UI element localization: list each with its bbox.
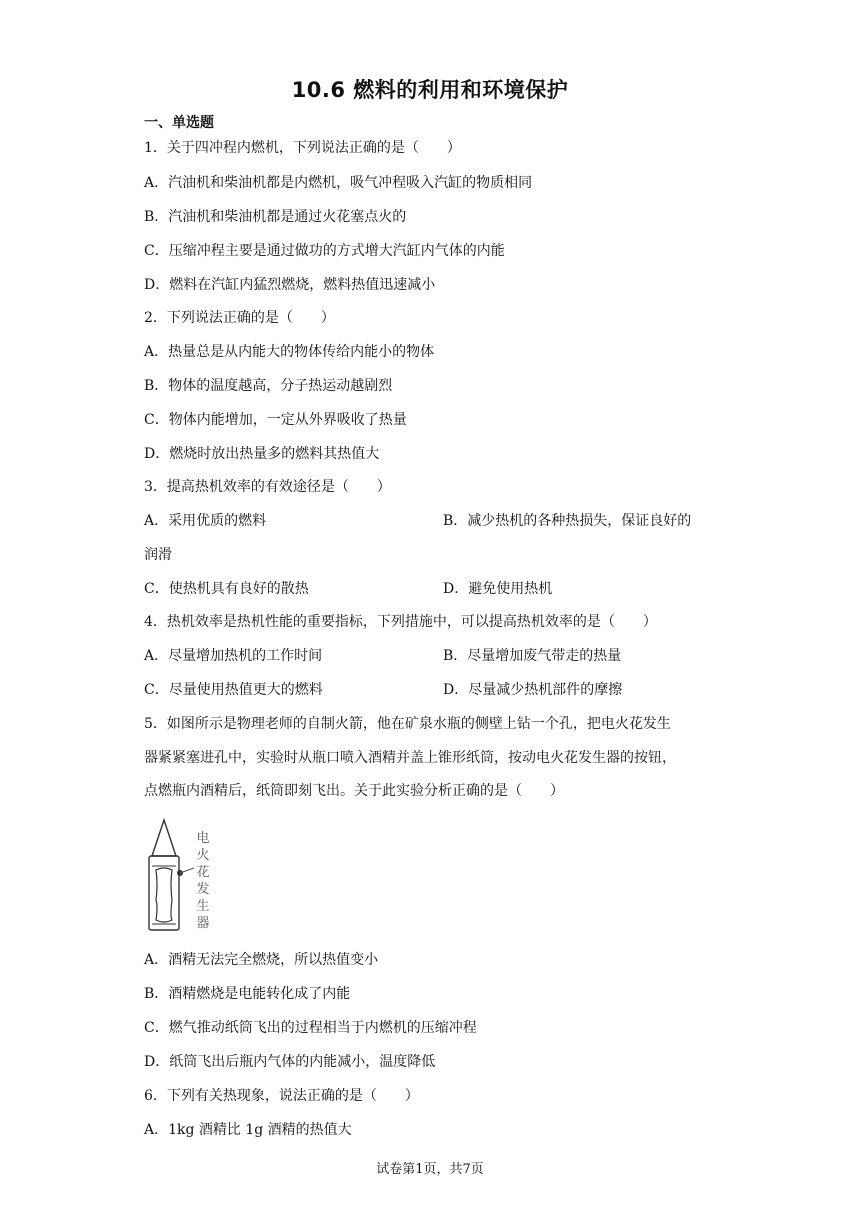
q2-option-b: B．物体的温度越高，分子热运动越剧烈 [144,378,393,394]
bottle-body [149,856,179,930]
q5-option-b: B．酒精燃烧是电能转化成了内能 [144,986,351,1002]
q3-option-b: B．减少热机的各种热损失，保证良好的 [443,513,692,529]
paper-cone [152,820,176,856]
q2-option-a: A．热量总是从内能大的物体传给内能小的物体 [144,344,435,360]
q5-stem-line-2: 器紧紧塞进孔中，实验时从瓶口喷入酒精并盖上锥形纸筒，按动电火花发生器的按钮， [144,750,676,766]
q2-option-d: D．燃烧时放出热量多的燃料其热值大 [144,446,380,462]
figure-label-char: 花 [196,865,210,880]
q1-option-b: B．汽油机和柴油机都是通过火花塞点火的 [144,209,407,225]
q1-stem: 1．关于四冲程内燃机，下列说法正确的是（ ） [144,140,461,156]
q1-option-c: C．压缩冲程主要是通过做功的方式增大汽缸内气体的内能 [144,243,505,259]
q6-stem: 6．下列有关热现象，说法正确的是（ ） [144,1088,419,1104]
q6-option-a: A．1kg 酒精比 1g 酒精的热值大 [144,1122,352,1138]
q5-stem-line-3: 点燃瓶内酒精后，纸筒即刻飞出。关于此实验分析正确的是（ ） [144,783,564,799]
q5-option-d: D．纸筒飞出后瓶内气体的内能减小，温度降低 [144,1054,436,1070]
q5-stem-line-1: 5．如图所示是物理老师的自制火箭，他在矿泉水瓶的侧壁上钻一个孔，把电火花发生 [144,716,671,732]
q4-option-a: A．尽量增加热机的工作时间 [144,648,323,664]
q2-stem: 2．下列说法正确的是（ ） [144,310,335,326]
figure-label [194,830,212,932]
page-title: 10.6 燃料的利用和环境保护 [291,78,569,102]
q5-option-c: C．燃气推动纸筒飞出的过程相当于内燃机的压缩冲程 [144,1020,477,1036]
q3-option-b-continued: 润滑 [144,547,172,563]
igniter-lead [180,868,194,873]
q4-option-c: C．尽量使用热值更大的燃料 [144,682,323,698]
q5-option-a: A．酒精无法完全燃烧，所以热值变小 [144,952,379,968]
q3-stem: 3．提高热机效率的有效途径是（ ） [144,479,391,495]
q3-option-d: D．避免使用热机 [443,581,553,597]
q4-option-d: D．尽量减少热机部件的摩擦 [443,682,623,698]
q4-stem: 4．热机效率是热机性能的重要指标，下列措施中，可以提高热机效率的是（ ） [144,614,657,630]
section-heading: 一、单选题 [144,115,214,131]
q3-option-a: A．采用优质的燃料 [144,513,267,529]
q2-option-c: C．物体内能增加，一定从外界吸收了热量 [144,412,407,428]
q4-option-b: B．尽量增加废气带走的热量 [443,648,622,664]
figure-label-char: 生 [196,899,210,914]
q1-option-a: A．汽油机和柴油机都是内燃机，吸气冲程吸入汽缸的物质相同 [144,175,533,191]
figure-label-char: 电 [196,831,210,846]
q1-option-d: D．燃料在汽缸内猛烈燃烧，燃料热值迅速减小 [144,277,436,293]
q3-option-c: C．使热机具有良好的散热 [144,581,309,597]
page-footer: 试卷第1页，共7页 [376,1162,484,1177]
bottle-inner [156,868,172,922]
figure-label-char: 火 [196,848,210,863]
figure-label-char: 器 [196,916,210,931]
figure-label-char: 发 [196,882,210,897]
